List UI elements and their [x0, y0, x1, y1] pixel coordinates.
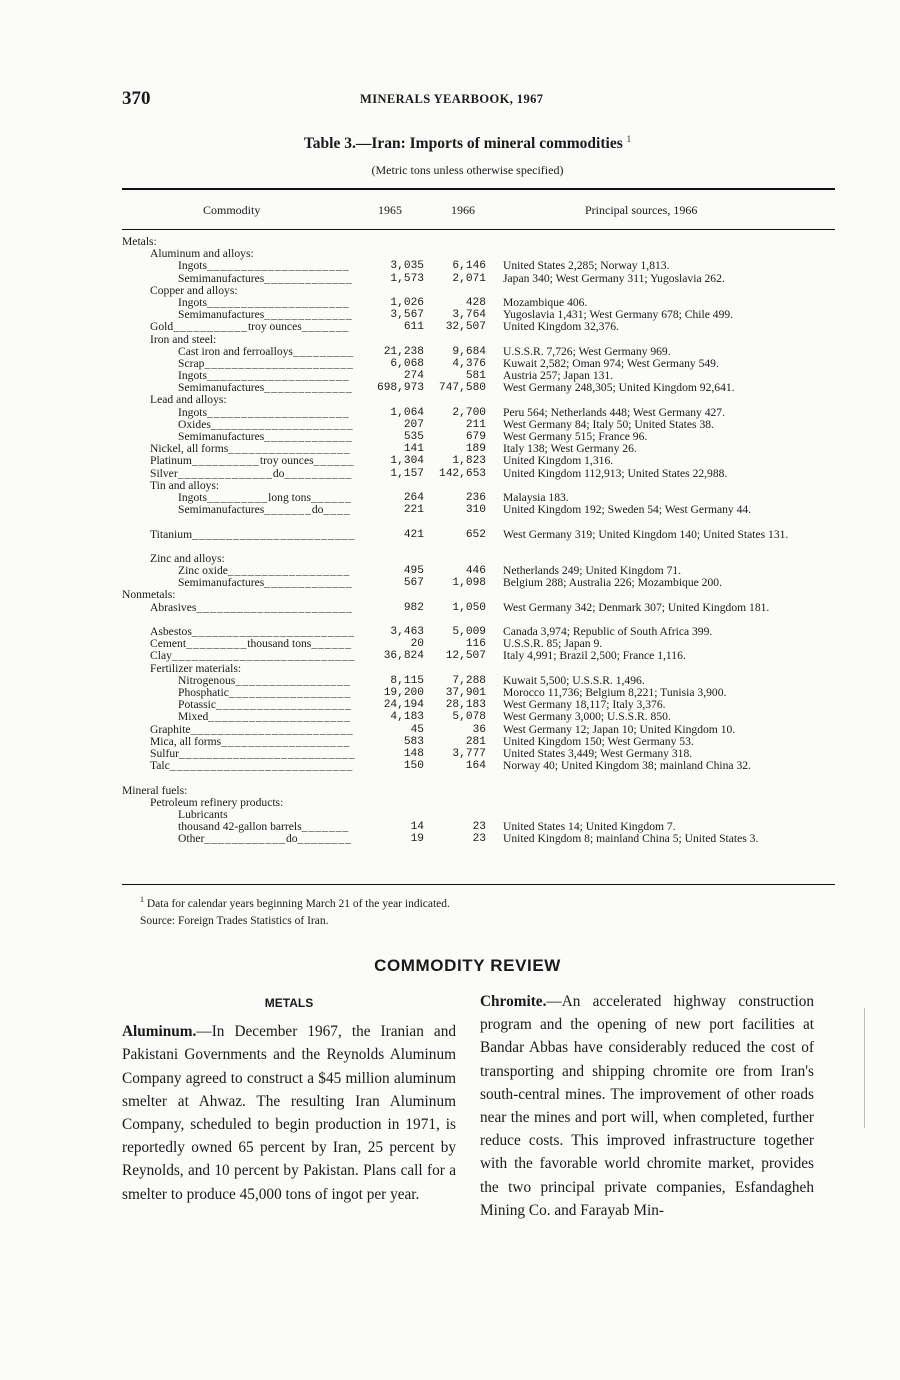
sources-cell: West Germany 84; Italy 50; United States 38. [503, 418, 714, 431]
commodity-name: Oxides [178, 418, 211, 431]
footnote-1-text: Data for calendar years beginning March 21 of the year indicated. [146, 897, 450, 910]
table-bottom-rule [122, 884, 835, 885]
unit-label: troy ounces [247, 321, 302, 334]
commodity-name: Nickel, all forms [150, 443, 229, 456]
leader-dots: ________________________ [192, 528, 356, 541]
left-column [122, 990, 456, 1206]
table-row [122, 346, 835, 358]
leader-dots: _______ [301, 321, 350, 334]
table-row [122, 285, 835, 297]
value-1966: 281 [465, 735, 486, 748]
leader-dots: _____________ [264, 382, 353, 395]
leader-dots: ___________________________ [169, 760, 354, 773]
unit-label: thousand tons [247, 638, 312, 651]
value-1966: 1,050 [452, 601, 486, 614]
unit-label: do [311, 504, 324, 517]
table-row [122, 273, 835, 285]
sources-cell: United Kingdom 1,316. [503, 455, 614, 468]
table-row [122, 638, 835, 650]
table-row [122, 663, 835, 675]
table-row [122, 468, 835, 480]
sources-cell: United Kingdom 8; mainland China 5; United States 3. [503, 833, 759, 846]
value-1965: 1,573 [390, 272, 424, 285]
leader-dots: __________________________ [178, 747, 356, 760]
value-1966: 6,146 [452, 260, 486, 273]
value-1965: 421 [403, 528, 424, 541]
table-top-rule [122, 188, 835, 190]
commodity-name: Phosphatic [178, 686, 229, 699]
sources-cell: Kuwait 5,500; U.S.S.R. 1,496. [503, 674, 645, 687]
leader-dots: _________ [186, 638, 248, 651]
table-row [122, 626, 835, 638]
value-1966: 2,071 [452, 272, 486, 285]
value-1965: 141 [403, 443, 424, 456]
footnote-1 [140, 895, 450, 910]
value-1965: 264 [403, 491, 424, 504]
commodity-name: Mineral fuels: [122, 784, 188, 797]
table-row [122, 248, 835, 260]
sources-cell: Italy 138; West Germany 26. [503, 443, 637, 456]
table-row [122, 394, 835, 406]
table-row [122, 358, 835, 370]
value-1965: 1,064 [390, 406, 424, 419]
value-1965: 14 [410, 821, 424, 834]
table-title [0, 134, 900, 153]
table-row [122, 833, 835, 857]
value-1965: 148 [403, 747, 424, 760]
unit-label: do [285, 833, 298, 846]
sources-cell: West Germany 342; Denmark 307; United Kingdom 181. [503, 601, 770, 614]
commodity-name: Semimanufactures [178, 272, 265, 285]
commodity-name: Graphite [150, 723, 191, 736]
commodity-name: Mixed [178, 711, 209, 724]
commodity-name: Zinc oxide [178, 565, 228, 578]
commodity-name: Abrasives [150, 601, 197, 614]
unit-label: troy ounces [259, 455, 314, 468]
value-1966: 652 [465, 528, 486, 541]
sources-cell: United States 3,449; West Germany 318. [503, 747, 693, 760]
value-1965: 611 [403, 321, 424, 334]
table-row [122, 309, 835, 321]
column-header-commodity: Commodity [203, 203, 261, 217]
sources-cell: Austria 257; Japan 131. [503, 370, 614, 383]
table-row [122, 785, 835, 797]
table-header-rule [122, 229, 835, 230]
commodity-name: Ingots [178, 370, 207, 383]
sources-cell: United Kingdom 150; West Germany 53. [503, 735, 694, 748]
value-1965: 207 [403, 418, 424, 431]
leader-dots: ______ [311, 638, 353, 651]
commodity-name: Cast iron and ferroalloys [178, 345, 293, 358]
sources-cell: Malaysia 183. [503, 491, 569, 504]
commodity-name: Clay [150, 650, 172, 663]
commodity-cell [122, 602, 388, 614]
sources-cell: West Germany 12; Japan 10; United Kingdom 10. [503, 723, 736, 736]
commodity-cell [122, 480, 388, 492]
value-1966: 4,376 [452, 357, 486, 370]
sources-cell: Italy 4,991; Brazil 2,500; France 1,116. [503, 650, 686, 663]
commodity-name: Iron and steel: [150, 333, 217, 346]
value-1966: 211 [465, 418, 486, 431]
table-row [122, 334, 835, 346]
sources-cell: West Germany 319; United Kingdom 140; United States 131. [503, 528, 789, 541]
commodity-cell [122, 321, 388, 333]
value-1966: 581 [465, 370, 486, 383]
commodity-cell [122, 248, 388, 260]
value-1966: 23 [472, 833, 486, 846]
leader-dots: __________ [284, 467, 353, 480]
commodity-cell [122, 760, 388, 772]
commodity-name: Ingots [178, 296, 207, 309]
leader-dots: _____________________ [206, 370, 350, 383]
sources-cell: U.S.S.R. 85; Japan 9. [503, 638, 603, 651]
table-row [122, 321, 835, 333]
value-1965: 3,463 [390, 626, 424, 639]
table-row [122, 297, 835, 309]
commodity-cell [122, 724, 388, 736]
sources-cell: Netherlands 249; United Kingdom 71. [503, 565, 682, 578]
value-1965: 19,200 [383, 686, 424, 699]
value-1966: 116 [465, 638, 486, 651]
value-1965: 567 [403, 577, 424, 590]
page-number: 370 [122, 88, 151, 109]
footnote-source: Source: Foreign Trades Statistics of Iran. [140, 915, 329, 927]
table-row [122, 577, 835, 589]
value-1966: 32,507 [445, 321, 486, 334]
sources-cell: Morocco 11,736; Belgium 8,221; Tunisia 3,900. [503, 686, 727, 699]
value-1966: 28,183 [445, 699, 486, 712]
table-row [122, 589, 835, 601]
column-header-1965: 1965 [378, 203, 402, 217]
value-1966: 3,777 [452, 747, 486, 760]
commodity-cell [122, 797, 388, 809]
sources-cell: West Germany 3,000; U.S.S.R. 850. [503, 711, 671, 724]
commodity-name: Copper and alloys: [150, 284, 238, 297]
unit-label: do [272, 467, 285, 480]
commodity-name: Semimanufactures [178, 577, 265, 590]
commodity-name: Asbestos [150, 626, 192, 639]
table-row [122, 407, 835, 419]
leader-dots: ____ [323, 504, 351, 517]
commodity-name: Ingots [178, 491, 207, 504]
commodity-name: Semimanufactures [178, 431, 265, 443]
sources-cell: Canada 3,974; Republic of South Africa 399. [503, 626, 713, 639]
commodity-cell [122, 748, 388, 760]
table-row [122, 736, 835, 748]
sources-cell: Japan 340; West Germany 311; Yugoslavia 262. [503, 272, 725, 285]
value-1965: 535 [403, 431, 424, 443]
commodity-cell [122, 736, 388, 748]
value-1965: 274 [403, 370, 424, 383]
table-row [122, 711, 835, 723]
leader-dots: _______ [301, 821, 350, 834]
sources-cell: United Kingdom 192; Sweden 54; West Germany 44. [503, 504, 752, 517]
leader-dots: _____________________ [206, 296, 350, 309]
sources-cell: Peru 564; Netherlands 448; West Germany 427. [503, 406, 725, 419]
table-row [122, 236, 835, 248]
leader-dots: _____________ [264, 577, 353, 590]
commodity-name: Mica, all forms [150, 735, 222, 748]
table-row [122, 797, 835, 809]
leader-dots: __________________ [228, 443, 351, 456]
footnote-1-mark: 1 [140, 895, 144, 904]
table-row [122, 492, 835, 504]
commodity-name: Lubricants [178, 808, 228, 821]
table-subtitle: (Metric tons unless otherwise specified) [371, 163, 564, 177]
value-1966: 2,700 [452, 406, 486, 419]
value-1966: 679 [465, 431, 486, 443]
value-1965: 982 [403, 601, 424, 614]
value-1966: 9,684 [452, 345, 486, 358]
value-1965: 36,824 [383, 650, 424, 663]
commodity-name: Aluminum and alloys: [150, 248, 254, 261]
chromite-text: —An accelerated highway construction program and the opening of new port facilities at Bandar Abbas have considerably reduced the cost of transporting and shipping chromite ore from Iran's south-central mines. The improvement of other roads near the mines and port will, when completed, further reduce costs. This improved infrastructure together with the favorable world chromite market, provides the two principal private companies, Esfandagheh Mining Co. and Farayab Min- [480, 993, 814, 1219]
commodity-name: Ingots [178, 260, 207, 273]
commodity-cell [122, 468, 388, 480]
leader-dots: ______________ [177, 467, 273, 480]
sources-cell: U.S.S.R. 7,726; West Germany 969. [503, 345, 671, 358]
sources-cell: United Kingdom 112,913; United States 22,988. [503, 467, 728, 480]
commodity-name: Silver [150, 467, 178, 480]
commodity-name: Titanium [150, 528, 193, 541]
table-row [122, 565, 835, 577]
commodity-cell [122, 650, 388, 662]
commodity-cell [122, 285, 388, 297]
leader-dots: _____________________ [210, 418, 354, 431]
table-row [122, 724, 835, 736]
value-1965: 495 [403, 565, 424, 578]
value-1965: 1,026 [390, 296, 424, 309]
leader-dots: __________________ [228, 686, 352, 699]
table-body [122, 236, 835, 858]
leader-dots: _________________ [235, 674, 351, 687]
value-1965: 221 [403, 504, 424, 517]
leader-dots: _______________________ [196, 601, 353, 614]
commodity-name: Metals: [122, 236, 157, 248]
chromite-lead: Chromite. [480, 993, 547, 1010]
commodity-cell [122, 663, 388, 675]
table-title-footnote-mark: 1 [626, 134, 632, 144]
commodity-name: Zinc and alloys: [150, 552, 225, 565]
sources-cell: West Germany 18,117; Italy 3,376. [503, 699, 666, 712]
value-1965: 3,567 [390, 309, 424, 322]
commodity-name: Platinum [150, 455, 192, 468]
sources-cell: Yugoslavia 1,431; West Germany 678; Chile 499. [503, 309, 734, 322]
leader-dots: ____________________ [216, 699, 352, 712]
commodity-name: Talc [150, 760, 170, 773]
table-row [122, 687, 835, 699]
margin-mark [864, 1008, 865, 1128]
commodity-name: Gold [150, 321, 174, 334]
commodity-cell [122, 589, 360, 601]
commodity-name: thousand 42-gallon barrels [178, 821, 302, 834]
commodity-cell [122, 443, 388, 455]
commodity-name: Fertilizer materials: [150, 662, 242, 675]
leader-dots: _______ [264, 504, 312, 517]
table-row [122, 553, 835, 565]
aluminum-lead: Aluminum. [122, 1023, 197, 1041]
leader-dots: ________ [297, 833, 352, 846]
commodity-cell [122, 455, 388, 467]
sources-cell: Belgium 288; Australia 226; Mozambique 200. [503, 577, 722, 590]
table-row [122, 529, 835, 553]
value-1966: 236 [465, 491, 486, 504]
commodity-cell [122, 785, 360, 797]
leader-dots: ___________________ [221, 735, 351, 748]
value-1965: 24,194 [383, 699, 424, 712]
leader-dots: ___________ [173, 321, 248, 334]
table-row [122, 443, 835, 455]
value-1965: 3,035 [390, 260, 424, 273]
value-1966: 446 [465, 565, 486, 578]
table-row [122, 480, 835, 492]
value-1966: 428 [465, 296, 486, 309]
commodity-name: Lead and alloys: [150, 394, 227, 407]
table-row [122, 431, 835, 443]
value-1966: 12,507 [445, 650, 486, 663]
table-row [122, 748, 835, 760]
table-row [122, 419, 835, 431]
table-row [122, 504, 835, 528]
commodity-name: Semimanufactures [178, 382, 265, 395]
leader-dots: _____________________ [208, 711, 352, 724]
value-1965: 8,115 [390, 674, 424, 687]
value-1965: 4,183 [390, 711, 424, 724]
leader-dots: _____________________ [206, 406, 350, 419]
sources-cell: Mozambique 406. [503, 296, 588, 309]
value-1965: 698,973 [377, 382, 424, 395]
value-1966: 164 [465, 760, 486, 773]
sources-cell: United States 14; United Kingdom 7. [503, 821, 676, 834]
value-1965: 20 [410, 638, 424, 651]
commodity-cell [122, 529, 388, 541]
sources-cell: United Kingdom 32,376. [503, 321, 619, 334]
table-title-text: Table 3.—Iran: Imports of mineral commodities [303, 135, 623, 153]
table-row [122, 455, 835, 467]
value-1965: 1,157 [390, 467, 424, 480]
value-1966: 1,823 [452, 455, 486, 468]
metals-heading: METALS [264, 996, 314, 1010]
commodity-cell [122, 236, 360, 248]
commodity-name: Semimanufactures [178, 504, 265, 517]
value-1966: 5,078 [452, 711, 486, 724]
value-1966: 3,764 [452, 309, 486, 322]
right-column [480, 990, 814, 1222]
commodity-cell [122, 553, 388, 565]
commodity-cell [122, 334, 388, 346]
commodity-name: Potassic [178, 699, 217, 712]
table-row [122, 699, 835, 711]
leader-dots: _________ [292, 345, 355, 358]
leader-dots: _____________ [264, 431, 353, 443]
leader-dots: __________ [191, 455, 260, 468]
table-row [122, 602, 835, 626]
commodity-name: Cement [150, 638, 187, 651]
value-1965: 19 [410, 833, 424, 846]
aluminum-text: —In December 1967, the Iranian and Pakistani Governments and the Reynolds Aluminum Company agreed to construct a $45 million aluminum smelter at Ahwaz. The resulting Iran Aluminum Company, scheduled to begin production in 1971, is reportedly owned 65 percent by Iran, 25 percent by Reynolds, and 10 percent by Pakistan. Plans call for a smelter to produce 45,000 tons of ingot per year. [122, 1023, 456, 1203]
aluminum-paragraph [122, 1020, 456, 1206]
value-1965: 150 [403, 760, 424, 773]
value-1966: 5,009 [452, 626, 486, 639]
table-row [122, 809, 835, 821]
leader-dots: ___________________________ [171, 650, 356, 663]
commodity-cell [122, 809, 416, 821]
sources-cell: Kuwait 2,582; Oman 974; West Germany 549. [503, 357, 719, 370]
table-row [122, 260, 835, 272]
commodity-cell [122, 638, 388, 650]
commodity-cell [122, 394, 388, 406]
commodity-name: Semimanufactures [178, 309, 265, 322]
leader-dots: ______________________ [204, 357, 354, 370]
column-header-1966: 1966 [451, 203, 475, 217]
leader-dots: ______ [311, 491, 352, 504]
value-1966: 189 [465, 443, 486, 456]
value-1965: 6,068 [390, 357, 424, 370]
sources-cell: United States 2,285; Norway 1,813. [503, 260, 670, 273]
commodity-name: Petroleum refinery products: [150, 796, 284, 809]
commodity-name: Scrap [178, 357, 205, 370]
running-title: MINERALS YEARBOOK, 1967 [360, 92, 544, 106]
commodity-cell [122, 626, 388, 638]
table-row [122, 821, 835, 833]
leader-dots: _____________ [264, 272, 353, 285]
commodity-name: Tin and alloys: [150, 479, 220, 492]
table-row [122, 675, 835, 687]
leader-dots: ________________________ [190, 723, 354, 736]
value-1966: 36 [472, 723, 486, 736]
value-1966: 747,580 [439, 382, 486, 395]
leader-dots: _____________________ [206, 260, 350, 273]
chromite-paragraph [480, 990, 814, 1222]
leader-dots: _____________ [264, 309, 353, 322]
commodity-name: Nitrogenous [178, 674, 236, 687]
value-1966: 1,098 [452, 577, 486, 590]
unit-label: long tons [268, 491, 311, 504]
value-1965: 1,304 [390, 455, 424, 468]
value-1966: 7,288 [452, 674, 486, 687]
value-1966: 142,653 [439, 467, 486, 480]
commodity-name: Ingots [178, 406, 207, 419]
leader-dots: ____________ [204, 833, 286, 846]
table-row [122, 760, 835, 784]
leader-dots: _________ [206, 491, 269, 504]
commodity-name: Other [178, 833, 205, 846]
commodity-review-heading: COMMODITY REVIEW [374, 956, 561, 975]
commodity-name: Nonmetals: [122, 589, 176, 602]
value-1966: 37,901 [445, 686, 486, 699]
sources-cell: West Germany 515; France 96. [503, 431, 648, 443]
leader-dots: ______ [313, 455, 355, 468]
leader-dots: __________________ [227, 565, 351, 578]
value-1966: 23 [472, 821, 486, 834]
leader-dots: ________________________ [191, 626, 355, 639]
value-1965: 45 [410, 723, 424, 736]
commodity-name: Sulfur [150, 747, 179, 760]
sources-cell: West Germany 248,305; United Kingdom 92,641. [503, 382, 735, 395]
table-row [122, 382, 835, 394]
value-1966: 310 [465, 504, 486, 517]
column-header-sources: Principal sources, 1966 [585, 203, 698, 217]
table-row [122, 370, 835, 382]
table-row [122, 650, 835, 662]
value-1965: 21,238 [383, 345, 424, 358]
value-1965: 583 [403, 735, 424, 748]
sources-cell: Norway 40; United Kingdom 38; mainland China 32. [503, 760, 751, 773]
